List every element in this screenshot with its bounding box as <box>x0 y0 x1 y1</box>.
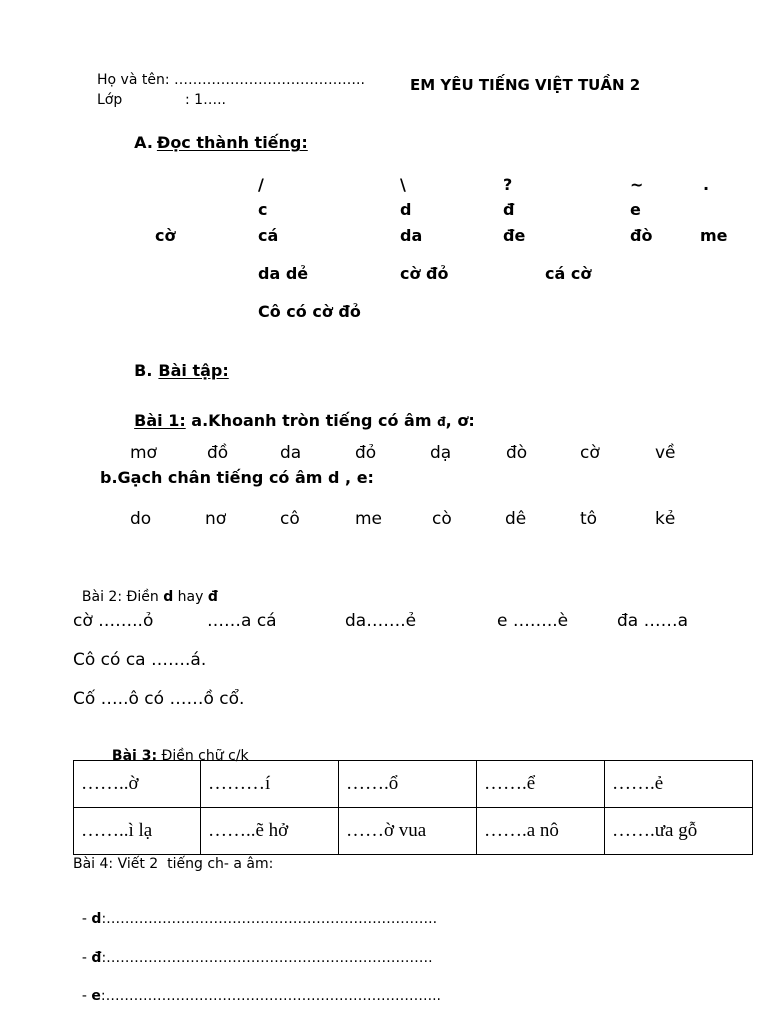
table-cell: ……..ờ <box>74 761 201 808</box>
syllable: đò <box>630 226 653 245</box>
letter: đ <box>503 200 515 219</box>
table-cell: ……ờ vua <box>339 808 477 855</box>
tone-mark: ? <box>503 175 513 194</box>
exercise-1a-letter: đ <box>437 415 446 430</box>
section-b-title: Bài tập: <box>158 361 229 381</box>
practice-word: tô <box>580 509 598 529</box>
page-title: EM YÊU TIẾNG VIỆT TUẦN 2 <box>410 76 641 94</box>
fill-blank-item: e ……..è <box>497 611 569 631</box>
class-value: : 1….. <box>185 92 226 108</box>
syllable: đe <box>503 226 526 245</box>
practice-word: me <box>355 509 383 529</box>
tone-mark: / <box>258 175 264 194</box>
syllable: da <box>400 226 423 245</box>
practice-word: đồ <box>207 443 229 463</box>
writing-line-blank: :……………………………………………………………... <box>100 988 441 1005</box>
exercise-3-instruction: Điền chữ c/k <box>157 748 249 765</box>
fill-in-table <box>73 760 753 855</box>
exercise-1a-instruction: a.Khoanh tròn tiếng có âm <box>185 411 438 431</box>
syllable: me <box>700 226 728 245</box>
fill-blank-item: cờ ……..ỏ <box>73 611 154 631</box>
section-a-heading <box>123 116 308 153</box>
writing-line-letter: đ <box>91 950 102 967</box>
syllable: cá <box>258 226 279 245</box>
exercise-4-heading: Bài 4: Viết 2 tiếng ch- a âm: <box>73 856 274 872</box>
table-cell: …….ưa gỗ <box>605 808 753 855</box>
practice-word: cô <box>280 509 300 529</box>
writing-line <box>73 934 433 966</box>
table-cell: …….a nô <box>477 808 605 855</box>
practice-word: dê <box>505 509 527 529</box>
fill-blank-item: da…….ẻ <box>345 611 417 631</box>
table-row <box>74 808 753 855</box>
tone-mark: . <box>703 175 710 194</box>
writing-line-dash: - <box>81 950 92 967</box>
writing-line <box>73 895 437 927</box>
tone-mark: ~ <box>630 175 644 194</box>
practice-word: cờ <box>580 443 600 463</box>
practice-word: đỏ <box>355 443 377 463</box>
reading-word: da dẻ <box>258 264 309 283</box>
practice-word: nơ <box>205 509 227 529</box>
fill-blank-sentence: Cô có ca …….á. <box>73 650 207 670</box>
table-cell: ………í <box>201 761 339 808</box>
exercise-1-label: Bài 1: <box>134 411 186 431</box>
exercise-2-heading <box>73 573 218 605</box>
fill-blank-sentence: Cố …..ô có ……ồ cổ. <box>73 689 245 709</box>
writing-line-dash: - <box>81 988 92 1005</box>
practice-word: cò <box>432 509 452 529</box>
fill-blank-item: ……a cá <box>207 611 277 631</box>
fill-blank-item: đa ……a <box>617 611 689 631</box>
writing-line-letter: e <box>91 988 101 1005</box>
writing-line-blank: :……………………………………………………………. <box>101 950 433 967</box>
table-cell: …….ổ <box>339 761 477 808</box>
practice-word: kẻ <box>655 509 676 529</box>
letter: d <box>400 200 412 219</box>
table-cell: ……..ì lạ <box>74 808 201 855</box>
practice-word: mơ <box>130 443 157 463</box>
exercise-2-letter: đ <box>207 589 218 606</box>
reading-word: cờ đỏ <box>400 264 449 283</box>
student-name-line: Họ và tên: ………………………………….. <box>97 72 365 88</box>
practice-word: đò <box>506 443 528 463</box>
writing-line-letter: d <box>91 911 102 928</box>
table-cell: …….ẻ <box>605 761 753 808</box>
section-b-prefix: B. <box>134 361 153 381</box>
letter: c <box>258 200 268 219</box>
practice-word: về <box>655 443 676 463</box>
writing-line-dash: - <box>81 911 92 928</box>
section-a-title: Đọc thành tiếng: <box>156 133 308 153</box>
practice-word: do <box>130 509 152 529</box>
section-a-prefix: A. <box>134 133 153 153</box>
writing-line-blank: :…………………………………………………………….. <box>101 911 438 928</box>
exercise-1a-instruction-end: , ơ: <box>445 411 475 431</box>
practice-word: dạ <box>430 443 452 463</box>
syllable: cờ <box>155 226 176 245</box>
exercise-2-letter: d <box>163 589 174 606</box>
table-cell: ……..ẽ hở <box>201 808 339 855</box>
exercise-2-connector: hay <box>173 589 208 606</box>
writing-line <box>73 972 441 1004</box>
table-cell: …….ể <box>477 761 605 808</box>
exercise-1-heading <box>123 394 475 431</box>
reading-sentence: Cô có cờ đỏ <box>258 302 361 321</box>
tone-mark: \ <box>400 175 406 194</box>
letter: e <box>630 200 641 219</box>
exercise-1b-instruction: b.Gạch chân tiếng có âm d , e: <box>100 468 374 487</box>
practice-word: da <box>280 443 302 463</box>
section-b-heading <box>123 344 229 381</box>
table-row <box>74 761 753 808</box>
exercise-3-label: Bài 3: <box>111 748 158 765</box>
exercise-2-label: Bài 2: Điền <box>81 589 164 606</box>
reading-word: cá cờ <box>545 264 592 283</box>
class-label: Lớp <box>97 92 123 108</box>
